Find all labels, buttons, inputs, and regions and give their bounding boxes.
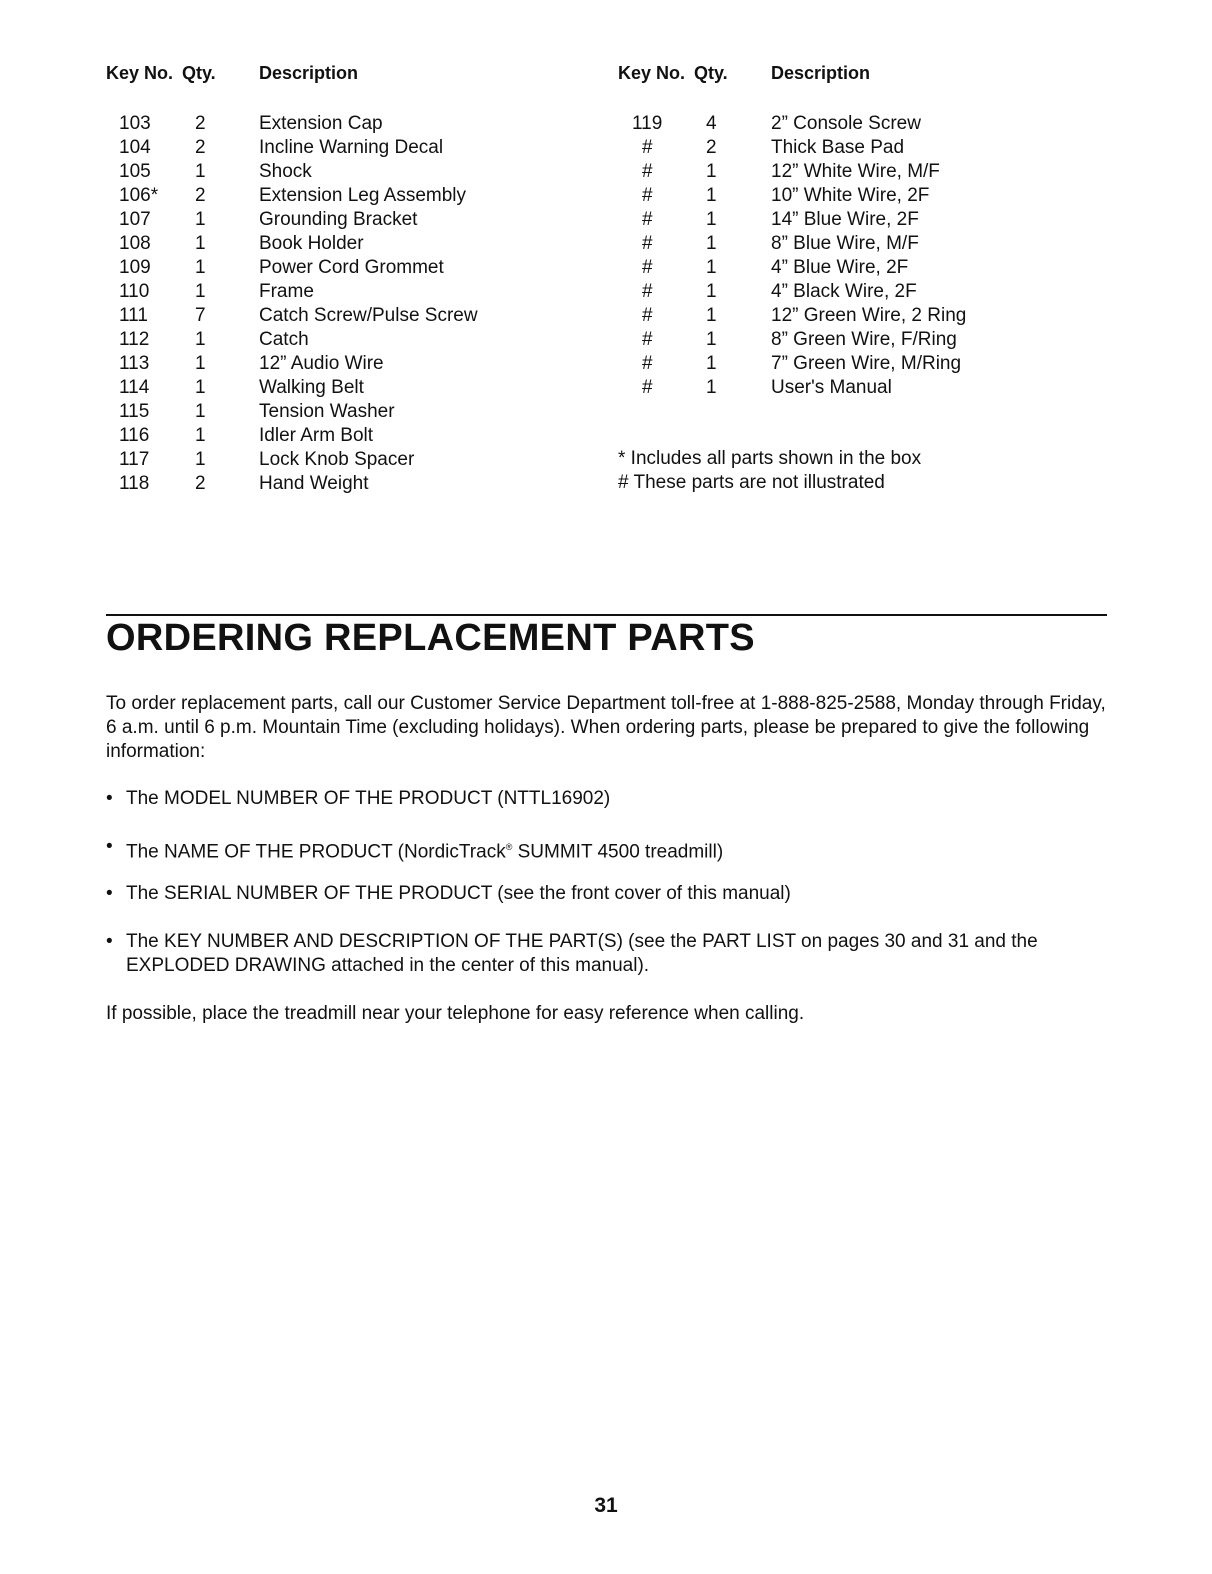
part-key: #: [642, 377, 653, 398]
part-description: Tension Washer: [259, 401, 395, 422]
part-description: Book Holder: [259, 233, 364, 254]
bullet-glyph: •: [106, 931, 113, 952]
left-header-key: Key No.: [106, 63, 174, 83]
registered-mark: ®: [505, 842, 513, 852]
part-description: 2” Console Screw: [771, 113, 921, 134]
part-key: 113: [119, 353, 150, 374]
part-description: Catch Screw/Pulse Screw: [259, 305, 478, 326]
part-key: 112: [119, 329, 150, 350]
part-description: Extension Cap: [259, 113, 383, 134]
bullet-text: The MODEL NUMBER OF THE PRODUCT (NTTL16902): [126, 788, 611, 809]
bullet-key-number: [106, 930, 1096, 978]
part-qty: 1: [706, 161, 717, 182]
part-key: 105: [119, 161, 151, 182]
footnote-hash: # These parts are not illustrated: [618, 472, 885, 493]
part-key: #: [642, 137, 653, 158]
part-key: 109: [119, 257, 151, 278]
part-description: Grounding Bracket: [259, 209, 418, 230]
bullet-product-name: [106, 835, 1096, 864]
right-header-key: Key No.: [618, 63, 686, 83]
part-key: #: [642, 185, 653, 206]
part-key: #: [642, 353, 653, 374]
part-description: Thick Base Pad: [771, 137, 905, 158]
part-qty: 1: [195, 353, 206, 374]
part-key: 119: [632, 113, 663, 134]
part-qty: 1: [706, 281, 717, 302]
part-description: 12” Audio Wire: [259, 353, 384, 374]
part-key: 106*: [119, 185, 159, 206]
part-key: #: [642, 209, 653, 230]
part-qty: 2: [195, 185, 206, 206]
part-description: 4” Black Wire, 2F: [771, 281, 917, 302]
part-key: #: [642, 161, 653, 182]
part-key: 115: [119, 401, 150, 422]
part-description: Extension Leg Assembly: [259, 185, 467, 206]
bullet-text: The KEY NUMBER AND DESCRIPTION OF THE PART(S) (see the PART LIST on pages 30 and 31 and the EXPLODED DRAWING attached in the center of this manual).: [126, 931, 1038, 976]
page-number: 31: [594, 1494, 618, 1517]
part-key: #: [642, 305, 653, 326]
part-description: 4” Blue Wire, 2F: [771, 257, 909, 278]
bullet-text-cont: SUMMIT 4500 treadmill): [512, 841, 724, 863]
part-qty: 2: [195, 137, 206, 158]
part-description: Walking Belt: [259, 377, 364, 398]
part-qty: 1: [706, 377, 717, 398]
bullet-glyph: •: [106, 883, 113, 904]
part-description: Shock: [259, 161, 312, 182]
part-qty: 1: [195, 449, 206, 470]
section-divider: [106, 614, 1107, 616]
right-header-description: Description: [771, 63, 871, 83]
part-qty: 1: [195, 233, 206, 254]
part-key: #: [642, 257, 653, 278]
part-description: Frame: [259, 281, 314, 302]
part-key: 117: [119, 449, 150, 470]
part-qty: 7: [195, 305, 206, 326]
part-qty: 2: [706, 137, 717, 158]
part-description: 8” Green Wire, F/Ring: [771, 329, 957, 350]
part-key: 107: [119, 209, 151, 230]
bullet-text: The NAME OF THE PRODUCT (NordicTrack: [126, 841, 506, 863]
part-qty: 1: [195, 401, 206, 422]
part-qty: 4: [706, 113, 717, 134]
part-key: 118: [119, 473, 150, 494]
part-qty: 1: [706, 257, 717, 278]
part-key: 114: [119, 377, 150, 398]
left-header-qty: Qty.: [182, 63, 216, 83]
part-key: #: [642, 329, 653, 350]
right-header-qty: Qty.: [694, 63, 728, 83]
part-description: 12” White Wire, M/F: [771, 161, 940, 182]
part-description: 14” Blue Wire, 2F: [771, 209, 919, 230]
part-qty: 1: [195, 281, 206, 302]
part-key: 108: [119, 233, 151, 254]
part-description: Power Cord Grommet: [259, 257, 444, 278]
bullet-glyph: •: [106, 836, 113, 857]
part-qty: 1: [195, 161, 206, 182]
part-description: User's Manual: [771, 377, 892, 398]
part-description: Lock Knob Spacer: [259, 449, 415, 470]
footnote-asterisk: * Includes all parts shown in the box: [618, 448, 922, 469]
part-description: 12” Green Wire, 2 Ring: [771, 305, 967, 326]
part-description: 10” White Wire, 2F: [771, 185, 930, 206]
part-key: #: [642, 233, 653, 254]
part-qty: 1: [195, 209, 206, 230]
part-qty: 1: [706, 353, 717, 374]
part-qty: 1: [195, 329, 206, 350]
part-description: 8” Blue Wire, M/F: [771, 233, 919, 254]
part-key: #: [642, 281, 653, 302]
part-description: 7” Green Wire, M/Ring: [771, 353, 962, 374]
part-description: Hand Weight: [259, 473, 369, 494]
part-key: 110: [119, 281, 150, 302]
part-qty: 1: [706, 185, 717, 206]
part-qty: 1: [706, 209, 717, 230]
bullet-glyph: •: [106, 788, 113, 809]
left-header-description: Description: [259, 63, 359, 83]
part-qty: 2: [195, 473, 206, 494]
part-qty: 1: [195, 425, 206, 446]
part-key: 103: [119, 113, 151, 134]
bullet-serial-number: [106, 882, 1096, 906]
part-key: 104: [119, 137, 151, 158]
part-qty: 1: [706, 329, 717, 350]
part-qty: 1: [706, 233, 717, 254]
section-title: ORDERING REPLACEMENT PARTS: [106, 617, 755, 659]
part-qty: 2: [195, 113, 206, 134]
bullet-model-number: [106, 787, 1096, 811]
part-key: 116: [119, 425, 150, 446]
part-key: 111: [119, 305, 148, 326]
closing-paragraph: If possible, place the treadmill near your telephone for easy reference when calling.: [106, 1003, 805, 1024]
part-qty: 1: [195, 257, 206, 278]
part-qty: 1: [706, 305, 717, 326]
part-description: Incline Warning Decal: [259, 137, 444, 158]
part-qty: 1: [195, 377, 206, 398]
part-description: Catch: [259, 329, 309, 350]
intro-paragraph: To order replacement parts, call our Customer Service Department toll-free at 1-888-825-2588, Monday through Friday, 6 a.m. until 6 p.m. Mountain Time (excluding holidays). When ordering parts, please be prepared to give the following information:: [106, 693, 1106, 762]
bullet-text: The SERIAL NUMBER OF THE PRODUCT (see the front cover of this manual): [126, 883, 791, 904]
part-description: Idler Arm Bolt: [259, 425, 374, 446]
